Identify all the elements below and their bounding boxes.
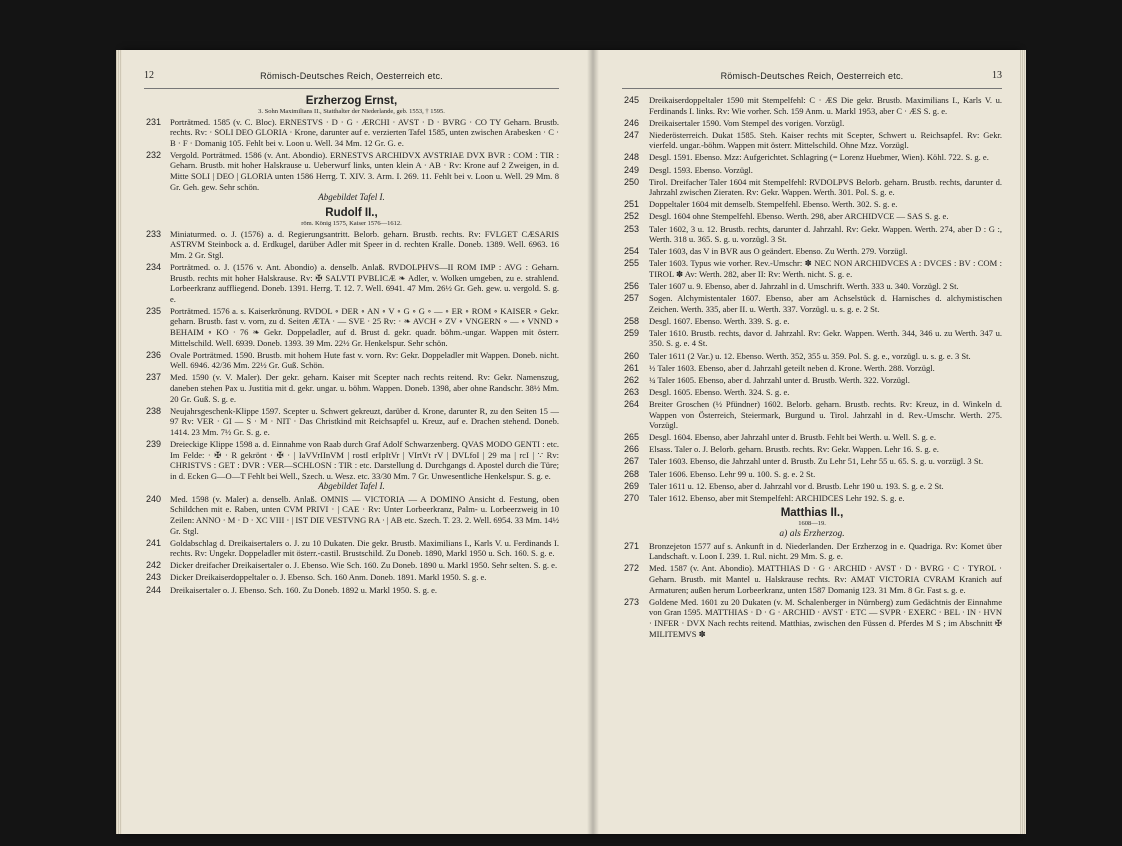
entry-text: Goldabschlag d. Dreikaisertalers o. J. zu 10 Dukaten. Die gekr. Brustb. Maximilians I., Karls V. u. Ferdinands I. rechts. Rv: Ungekr. Doppeladler mit österr.-castil. Brustschild. Zu Doneb. 1890, Markl 1950 u. Sch. 160. S. g. e. xyxy=(170,537,559,559)
entry-number: 260 xyxy=(624,350,640,361)
entry-text: Dreikaisertaler 1590. Vom Stempel des vorigen. Vorzügl. xyxy=(649,117,845,128)
entry-number: 252 xyxy=(624,211,640,222)
catalog-entry xyxy=(622,481,1002,492)
right-page-header xyxy=(622,70,1002,89)
entry-number: 237 xyxy=(146,372,162,383)
entry-text: Desgl. 1593. Ebenso. Vorzügl. xyxy=(649,164,753,175)
catalog-entry xyxy=(622,444,1002,455)
entry-number: 270 xyxy=(624,492,640,503)
left-page-body xyxy=(144,95,559,595)
catalog-entry xyxy=(622,152,1002,163)
entry-text: Med. 1587 (v. Ant. Abondio). MATTHIAS D · G · ARCHID · AVST · D · BVRG · C · TYROL · Geharn. Brustb. mit Mantel u. Halskrause rechts. Rv: AMAT VICTORIA CVRAM Kranich auf Armaturen; außen herum Lorbeerkranz, unten 1587 Domanig 123. 31 Mm. 8 Gr. Fast s. g. e. xyxy=(649,563,1002,595)
catalog-entry xyxy=(144,406,559,438)
entry-number: 238 xyxy=(146,405,162,416)
entry-text: Dicker dreifacher Dreikaisertaler o. J. Ebenso. Wie Sch. 160. Zu Doneb. 1890 u. Markl 1950. Sehr selten. S. g. e. xyxy=(170,560,558,571)
section-subtitle: röm. König 1575, Kaiser 1576—1612. xyxy=(301,220,402,228)
left-page xyxy=(144,70,559,595)
entry-number: 234 xyxy=(146,261,162,272)
catalog-entry xyxy=(144,439,559,481)
entry-number: 253 xyxy=(624,223,640,234)
entry-text: Niederösterreich. Dukat 1585. Steh. Kaiser rechts mit Scepter, Schwert u. Reichsapfel. Rv: Gekr. vierfeld. ungar.-böhm. Wappen mit österr. Mittelschild. Ohne Mzz. Vorzügl. xyxy=(649,129,1002,151)
entry-number: 265 xyxy=(624,432,640,443)
catalog-entry xyxy=(144,150,559,192)
entry-number: 239 xyxy=(146,438,162,449)
catalog-entry xyxy=(622,95,1002,116)
entry-number: 247 xyxy=(624,129,640,140)
plate-reference: Abgebildet Tafel I. xyxy=(318,192,385,203)
catalog-entry xyxy=(622,281,1002,292)
catalog-entry xyxy=(622,293,1002,314)
entry-number: 250 xyxy=(624,176,640,187)
book-spread xyxy=(122,50,1020,834)
entry-text: Med. 1598 (v. Maler) a. denselb. Anlaß. OMNIS — VICTORIA — A DOMINO Ansicht d. Festung, oben Schildchen mit e. Raben, unten CVM PRIVI · | CAE · Rv: Unter Lorbeerkranz, Palm- u. Lorbeerzweig in 10 Zeilen: ANNO · M · D · XC VIII · | IST DIE VESTVNG RA · | AB etc. Szech. T. 23. 2. Well. 6954. 33 Mm. 14½ Gr. Stgl. xyxy=(170,493,559,536)
catalog-entry xyxy=(622,563,1002,595)
entry-text: Desgl. 1604 ohne Stempelfehl. Ebenso. Werth. 298, aber ARCHIDVCE — SAS S. g. e. xyxy=(649,211,949,222)
catalog-entry xyxy=(622,316,1002,327)
entry-number: 257 xyxy=(624,293,640,304)
entry-number: 246 xyxy=(624,117,640,128)
plate-reference: Abgebildet Tafel I. xyxy=(318,481,385,492)
entry-text: Desgl. 1607. Ebenso. Werth. 339. S. g. e. xyxy=(649,315,790,326)
running-title: Römisch-Deutsches Reich, Oesterreich etc. xyxy=(260,71,443,81)
entry-number: 261 xyxy=(624,362,640,373)
catalog-entry xyxy=(622,258,1002,279)
entry-number: 243 xyxy=(146,572,162,583)
entry-text: Dreikaiserdoppeltaler 1590 mit Stempelfehl: C · ÆS Die gekr. Brustb. Maximilians I., Karls V. u. Ferdinands I. links. Rv: Wie vorher. Sch. 159 Anm. u. Markl 1953, aber C · ÆS S. g. e. xyxy=(649,95,1002,116)
page-number: 12 xyxy=(144,70,154,81)
entry-number: 271 xyxy=(624,540,640,551)
entry-text: Taler 1607 u. 9. Ebenso, aber d. Jahrzahl in d. Umschrift. Werth. 333 u. 340. Vorzügl. 2 St. xyxy=(649,281,959,291)
section-heading xyxy=(622,507,1002,539)
section-heading xyxy=(144,95,559,115)
entry-text: Taler 1603. Typus wie vorher. Rev.-Umschr: ✽ NEC NON ARCHIDVCES A : DVCES : BV : COM : TIROL ✽ Av: Werth. 282, aber II: Rv: Werth. nicht. S. g. e. xyxy=(649,258,1002,279)
entry-text: Taler 1612. Ebenso, aber mit Stempelfehl: ARCHIDCES Lehr 192. S. g. e. xyxy=(649,492,905,503)
entry-text: Bronzejeton 1577 auf s. Ankunft in d. Niederlanden. Der Erzherzog in e. Quadriga. Rv: Komet über Landschaft. v. Loon I. 239. 1. Rul. nicht. 29 Mm. S. g. e. xyxy=(649,540,1002,562)
catalog-entry xyxy=(622,541,1002,562)
catalog-entry xyxy=(622,597,1002,639)
entry-number: 258 xyxy=(624,315,640,326)
section-heading xyxy=(144,207,559,227)
entry-number: 269 xyxy=(624,480,640,491)
catalog-entry xyxy=(144,585,559,596)
entry-number: 232 xyxy=(146,149,162,160)
catalog-entry xyxy=(622,246,1002,257)
page-edges-right xyxy=(1020,50,1026,834)
entry-number: 245 xyxy=(624,95,640,105)
entry-number: 244 xyxy=(146,584,162,595)
entry-number: 273 xyxy=(624,596,640,607)
section-title: Matthias II., xyxy=(780,507,844,520)
entry-number: 264 xyxy=(624,398,640,409)
entry-number: 266 xyxy=(624,444,640,455)
catalog-entry xyxy=(144,572,559,583)
entry-text: Taler 1603. Ebenso, die Jahrzahl unter d. Brustb. Zu Lehr 51, Lehr 55 u. 65. S. g. u. vorzügl. 3 St. xyxy=(649,456,984,467)
catalog-entry xyxy=(622,328,1002,349)
entry-text: Desgl. 1604. Ebenso, aber Jahrzahl unter d. Brustb. Fehlt bei Werth. u. Well. S. g. e. xyxy=(649,432,936,443)
entry-text: Med. 1590 (v. V. Maler). Der gekr. geharn. Kaiser mit Scepter nach rechts reitend. Rv: Gekr. Namenszug, daneben stehen Pax u. Justitia mit d. gekr. ungar. u. böhm. Wappen. Doneb. 1398, aber ohne Randschr. 38½ Mm. 20 Gr. Guß. S. g. e. xyxy=(170,372,559,404)
entry-number: 251 xyxy=(624,199,640,210)
section-subtitle: 3. Sohn Maximilians II., Statthalter der Niederlande, geb. 1553, † 1595. xyxy=(258,108,445,115)
page-number: 13 xyxy=(992,70,1002,81)
entry-number: 263 xyxy=(624,386,640,397)
entry-text: Taler 1603, das V in BVR aus O geändert. Ebenso. Zu Werth. 279. Vorzügl. xyxy=(649,246,908,257)
catalog-entry xyxy=(622,456,1002,467)
entry-text: Porträtmed. 1585 (v. C. Bloc). ERNESTVS · D · G · ÆRCHI · AVST · D · BVRG · CO TY Geharn. Brustb. rechts. Rv: · SOLI DEO GLORIA · Krone, darunter auf e. verzierten Tafel 1585, unten zwischen Arabesken · C · B · F · Domanig 105. Fehlt bei v. Loon u. Well. 34 Mm. 12 Gr. G. e. xyxy=(170,116,559,148)
entry-text: Neujahrsgeschenk-Klippe 1597. Scepter u. Schwert gekreuzt, darüber d. Krone, darunter R, zu den Seiten 15 — 97 Rv: VER · GI — S · M · NIT · Das Christkind mit Reichsapfel u. Kreuz, auf e. Drachen stehend. Doneb. 1414. 23 Mm. 7½ Gr. S. g. e. xyxy=(170,405,559,437)
entry-text: Desgl. 1591. Ebenso. Mzz: Aufgerichtet. Schlagring (= Lorenz Huebmer, Wien). Köhl. 722. S. g. e. xyxy=(649,152,989,163)
entry-text: Taler 1611 (2 Var.) u. 12. Ebenso. Werth. 352, 355 u. 359. Pol. S. g. e., vorzügl. u. s. g. e. 3 St. xyxy=(649,350,971,361)
catalog-entry xyxy=(622,363,1002,374)
entry-text: Dreikaisertaler o. J. Ebenso. Sch. 160. Zu Doneb. 1892 u. Markl 1950. S. g. e. xyxy=(170,584,438,595)
entry-text: Taler 1606. Ebenso. Lehr 99 u. 100. S. g. e. 2 St. xyxy=(649,468,816,479)
catalog-entry xyxy=(622,130,1002,151)
entry-number: 262 xyxy=(624,374,640,385)
section-title: Erzherzog Ernst, xyxy=(305,95,398,107)
catalog-entry xyxy=(144,262,559,304)
entry-text: Tirol. Dreifacher Taler 1604 mit Stempelfehl: RVDOLPVS Belorb. geharn. Brustb. rechts, darunter d. Jahrzahl zwischen Zieraten. Rv: Gekr. Wappen. Werth. 301. Pol. S. g. e. xyxy=(649,176,1002,198)
entry-text: Elsass. Taler o. J. Belorb. geharn. Brustb. rechts. Rv: Gekr. Wappen. Lehr 16. S. g. e. xyxy=(649,444,939,455)
catalog-entry xyxy=(144,538,559,559)
catalog-entry xyxy=(622,165,1002,176)
entry-text: Taler 1611 u. 12. Ebenso, aber d. Jahrzahl vor d. Brustb. Lehr 190 u. 193. S. g. e. 2 St. xyxy=(649,480,944,491)
running-title: Römisch-Deutsches Reich, Oesterreich etc. xyxy=(720,71,904,81)
entry-text: Vergold. Porträtmed. 1586 (v. Ant. Abondio). ERNESTVS ARCHIDVX AVSTRIAE DVX BVR : COM : TIR : Geharn. Brustb. mit hoher Halskrause u. Ueberwurf links, unten klein A · AB · Rv: Krone auf 2 Zweigen, in d. Mitte SOLI | DEO | GLORIA unten 1586 Herrg. T. XIV. 3. Arm. I. 269. 11. Fehlt bei v. Loon u. Well. 29 Mm. 8 Gr. Geh. gew. Sehr schön. xyxy=(170,149,559,192)
left-page-header xyxy=(144,70,559,89)
catalog-entry xyxy=(144,494,559,536)
entry-number: 231 xyxy=(146,116,162,127)
catalog-entry xyxy=(144,350,559,371)
entry-text: ½ Taler 1603. Ebenso, aber d. Jahrzahl geteilt neben d. Krone. Werth. 288. Vorzügl. xyxy=(649,362,935,373)
right-page-entries xyxy=(622,95,1002,503)
catalog-entry xyxy=(622,375,1002,386)
catalog-entry xyxy=(622,387,1002,398)
entry-number: 241 xyxy=(146,537,162,548)
catalog-entry xyxy=(622,351,1002,362)
catalog-entry xyxy=(144,372,559,404)
entry-number: 259 xyxy=(624,327,640,338)
entry-text: Taler 1602, 3 u. 12. Brustb. rechts, darunter d. Jahrzahl. Rv: Gekr. Wappen. Werth. 274, aber D : G :, Werth. 318 u. 365. S. g. u. vorzügl. 3 St. xyxy=(649,223,1002,245)
entry-number: 235 xyxy=(146,305,162,316)
right-page-entries xyxy=(622,541,1002,639)
entry-text: Dreieckige Klippe 1598 a. d. Einnahme von Raab durch Graf Adolf Schwarzenberg. QVAS MODO GENTI : etc. Im Felde: · ✠ · R gekrönt · ✠ · | IaVVrIInVM | rostI erIpItVr | VIrtVt rV | DVLfoI | 29 ma | rcI | ∵ Rv: CHRISTVS : GET : DVR : VER—SCHLOSN : TIR : etc. Darstellung d. Durchgangs d. Apostel durch die Türe; in d. Ecken G—O—T Fehlt bei Well., Szech. u. Wesz. etc. 33/30 Mm. 7 Gr. Unwesentliche Henkelspur. S. g. e. xyxy=(170,438,559,481)
catalog-entry xyxy=(622,177,1002,198)
entry-text: Dicker Dreikaiserdoppeltaler o. J. Ebenso. Sch. 160 Anm. Doneb. 1891. Markl 1950. S. g. e. xyxy=(170,572,487,583)
entry-number: 268 xyxy=(624,468,640,479)
right-page xyxy=(622,70,1002,639)
catalog-entry xyxy=(622,493,1002,504)
entry-text: Doppeltaler 1604 mit demselb. Stempelfehl. Ebenso. Werth. 302. S. g. e. xyxy=(649,199,898,210)
page-edges-left xyxy=(116,50,122,834)
catalog-entry xyxy=(144,229,559,261)
entry-text: Sogen. Alchymistentaler 1607. Ebenso, aber am Achselstück d. Harnisches d. alchymistischen Zeichen. Werth. 335, aber II. u. Werth. 337. Vorzügl. u. s. g. e. 2 St. xyxy=(649,293,1002,314)
entry-number: 272 xyxy=(624,563,640,574)
catalog-entry xyxy=(622,211,1002,222)
catalog-entry xyxy=(622,432,1002,443)
entry-number: 236 xyxy=(146,349,162,360)
entry-number: 254 xyxy=(624,246,640,257)
entry-number: 233 xyxy=(146,228,162,239)
entry-number: 267 xyxy=(624,456,640,467)
catalog-entry xyxy=(144,306,559,348)
entry-text: Taler 1610. Brustb. rechts, davor d. Jahrzahl. Rv: Gekr. Wappen. Werth. 344, 346 u. zu Werth. 347 u. 350. S. g. e. 4 St. xyxy=(649,327,1002,349)
catalog-entry xyxy=(144,560,559,571)
catalog-entry xyxy=(622,199,1002,210)
section-title: Rudolf II., xyxy=(325,207,378,220)
entry-number: 240 xyxy=(146,493,162,504)
entry-text: Goldene Med. 1601 zu 20 Dukaten (v. M. Schalenberger in Nürnberg) zum Gedächtnis der Einnahme von Gran 1595. MATTHIAS · D · G · ARCHID · AVST · ETC — SVPR · EXERC · BEL · IN · HVN · INFER · DVX Nach rechts reitend. Matthias, zwischen den Füssen d. Pferdes M S ; im Abschnitt ✠ MILITEMVS ✽ xyxy=(649,596,1002,639)
entry-text: Desgl. 1605. Ebenso. Werth. 324. S. g. e. xyxy=(649,386,790,397)
catalog-entry xyxy=(622,118,1002,129)
section-subheading: a) als Erzherzog. xyxy=(779,529,845,540)
entry-text: Breiter Groschen (½ Pfündner) 1602. Belorb. geharn. Brustb. rechts. Rv: Kreuz, in d. Winkeln d. Wappen von Österreich, Steiermark, Burgund u. Tirol. Jahrzahl in d. Rev.-Umschr. Werth. 275. Vorzügl. xyxy=(649,398,1002,431)
section-subtitle: 1608—19. xyxy=(798,520,826,528)
entry-number: 248 xyxy=(624,152,640,163)
catalog-entry xyxy=(622,469,1002,480)
entry-number: 242 xyxy=(146,560,162,571)
entry-number: 249 xyxy=(624,164,640,175)
catalog-entry xyxy=(144,117,559,149)
entry-text: Porträtmed. o. J. (1576 v. Ant. Abondio) a. denselb. Anlaß. RVDOLPHVS—II ROM IMP : AVG : Geharn. Brustb. rechts mit hoher Halskrause. Rv: ✠ SALVTI PVBLICÆ ❧ Adler, v. Wolken umgeben, zu e. strahlend. Lorbeerkranz auffliegend. Doneb. 1391. Herrg. T. 12. 7. Well. 6941. 47 Mm. 26½ Gr. Geh. gew. u. vergold. S. g. e. xyxy=(170,261,559,304)
entry-text: ¼ Taler 1605. Ebenso, aber d. Jahrzahl unter d. Brustb. Werth. 322. Vorzügl. xyxy=(649,374,910,385)
catalog-entry xyxy=(622,399,1002,431)
entry-text: Miniaturmed. o. J. (1576) a. d. Regierungsantritt. Belorb. geharn. Brustb. rechts. Rv: FVLGET CÆSARIS ASTRVM Steinbock a. d. Erdkugel, darüber Adler mit Speer in d. rechten Kralle. Doneb. 1389. Well. 6963. 16 Mm. 2 Gr. Stgl. xyxy=(170,228,559,260)
entry-text: Ovale Porträtmed. 1590. Brustb. mit hohem Hute fast v. vorn. Rv: Gekr. Doppeladler mit Wappen. Doneb. nicht. Well. 6946. 42/36 Mm. 22½ Gr. Guß. Schön. xyxy=(170,349,559,371)
entry-text: Porträtmed. 1576 a. s. Kaiserkrönung. RVDOL ∘ DER ∘ AN ∘ V ∘ G ∘ G ∘ — ∘ ER ∘ ROM ∘ KAISER ∘ Gekr. geharn. Brustb. fast v. vorn, zu d. Seiten ÆTA · — SVE · 25 Rv: · ❧ AVCH ∘ ZV ∘ VNGERN ∘ — ∘ VNND ∘ BEHAIM ∘ KO · 76 ❧ Gekr. Doppeladler, auf d. Brust d. gekr. quadr. böhm.-ungar. Wappen mit österr. Mittelschild. Well. 6939. Doneb. 1393. 39 Mm. 22½ Gr. Henkelspur. Sehr schön. xyxy=(170,305,559,348)
entry-number: 256 xyxy=(624,281,640,291)
book-gutter xyxy=(587,50,599,834)
catalog-entry xyxy=(622,224,1002,245)
entry-number: 255 xyxy=(624,258,640,269)
